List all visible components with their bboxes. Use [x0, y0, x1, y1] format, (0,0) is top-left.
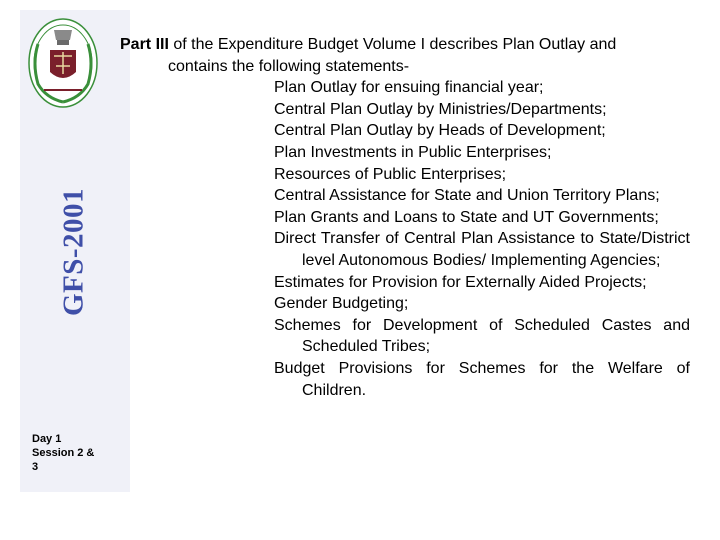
statement-item: Estimates for Provision for Externally Aided Projects; [274, 273, 647, 291]
intro-continuation: contains the following statements- [168, 57, 410, 75]
statement-list [120, 77, 690, 401]
intro-paragraph [120, 34, 690, 77]
intro-text: of the Expenditure Budget Volume I describes Plan Outlay and [168, 36, 617, 53]
statement-item: Central Plan Outlay by Heads of Development; [274, 122, 606, 140]
gfs-2001-title: GFS-2001 [57, 187, 90, 317]
statement-item: Direct Transfer of Central Plan Assistance to State/District level Autonomous Bodies/ Implementing Agencies; [274, 230, 690, 269]
session-day: Day 1 [32, 433, 62, 445]
session-info [32, 432, 112, 474]
statement-item: Resources of Public Enterprises; [274, 165, 507, 183]
statement-item: Central Assistance for State and Union Territory Plans; [274, 187, 660, 205]
session-number-cont: 3 [32, 461, 39, 473]
statement-item: Plan Grants and Loans to State and UT Governments; [274, 208, 659, 226]
statement-item: Plan Investments in Public Enterprises; [274, 143, 552, 161]
session-number: Session 2 & [32, 447, 95, 459]
main-content [120, 34, 690, 401]
statement-item: Gender Budgeting; [274, 295, 409, 313]
institute-emblem-icon [26, 16, 100, 110]
statement-item: Budget Provisions for Schemes for the Welfare of Children. [274, 359, 690, 399]
statement-item: Plan Outlay for ensuing financial year; [274, 79, 544, 97]
statement-item: Central Plan Outlay by Ministries/Departments; [274, 100, 607, 118]
statement-item: Schemes for Development of Scheduled Castes and Scheduled Tribes; [274, 316, 690, 356]
intro-lead: Part III [120, 36, 169, 53]
